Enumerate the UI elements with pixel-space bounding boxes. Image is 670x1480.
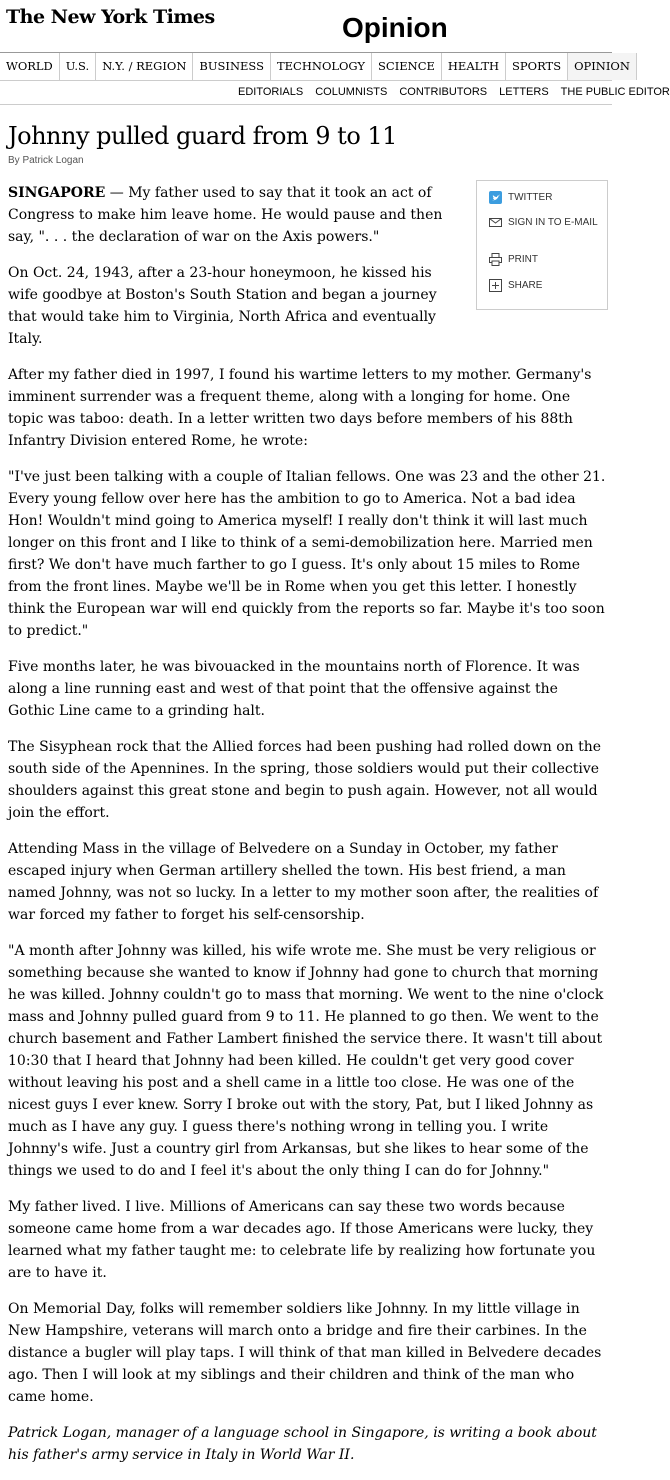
article-byline: By Patrick Logan (8, 155, 84, 166)
nav-tab-opinion[interactable]: OPINION (568, 53, 637, 80)
nyt-logo[interactable]: The New York Times (6, 6, 215, 28)
article-paragraph: On Memorial Day, folks will remember soldiers like Johnny. In my little village in New Hampshire, veterans will march onto a bridge and fire their carbines. In the distance a bugler will play taps. I will think of that man killed in Belvedere decades ago. Then I will look at my siblings and their children and think of the man who came home. (8, 1301, 602, 1405)
email-label: SIGN IN TO E-MAIL (508, 217, 598, 228)
main-nav (0, 52, 630, 81)
article-headline: Johnny pulled guard from 9 to 11 (8, 122, 397, 150)
subnav-editorials[interactable]: EDITORIALS (238, 86, 304, 98)
nav-tab-ny-region[interactable]: N.Y. / REGION (96, 53, 193, 80)
subnav-letters[interactable]: LETTERS (499, 86, 549, 98)
print-label: PRINT (508, 254, 538, 265)
subnav-public-editor[interactable]: THE PUBLIC EDITOR (560, 86, 670, 98)
article-paragraph: "A month after Johnny was killed, his wife wrote me. She must be very religious or something because she wanted to know if Johnny had gone to church that morning he was killed. Johnny couldn't go to mass that morning. We went to the nine o'clock mass and Johnny pulled guard from 9 to 11. He planned to go then. We went to the church basement and Father Lambert finished the service there. It wasn't till about 10:30 that I heard that Johnny had been killed. He couldn't get very good cover without leaving his post and a shell came in a little too close. He was one of the nicest guys I ever knew. Sorry I broke out with the story, Pat, but I liked Johnny as much as I have any guy. I guess there's nothing wrong in telling you. I write Johnny's wife. Just a country girl from Arkansas, but she likes to hear some of the things we used to do and I feel it's about the only thing I can do for Johnny." (8, 943, 604, 1179)
nav-tab-technology[interactable]: TECHNOLOGY (271, 53, 372, 80)
article-body (8, 182, 608, 1480)
nav-tab-science[interactable]: SCIENCE (372, 53, 442, 80)
article-paragraph: The Sisyphean rock that the Allied forces had been pushing had rolled down on the south side of the Apennines. In the spring, those soldiers would put their collective shoulders against this great stone and begin to push again. However, not all would join the effort. (8, 739, 602, 821)
nav-tab-sports[interactable]: SPORTS (506, 53, 568, 80)
nav-tab-business[interactable]: BUSINESS (193, 53, 271, 80)
article-paragraph: Attending Mass in the village of Belvedere on a Sunday in October, my father escaped injury when German artillery shelled the town. His best friend, a man named Johnny, was not so lucky. In a letter to my mother soon after, the realities of war forced my father to forget his self-censorship. (8, 841, 599, 923)
article-paragraph: On Oct. 24, 1943, after a 23-hour honeymoon, he kissed his wife goodbye at Boston's South Station and began a journey that would take him to Virginia, North Africa and eventually Italy. (8, 265, 437, 347)
article-paragraph: "I've just been talking with a couple of Italian fellows. One was 23 and the other 21. Every young fellow over here has the ambition to go to America. Not a bad idea Hon! Wouldn't mind going to America myself! I really don't think it will last much longer on this front and I like to think of a semi-demobilization here. Married men first? We don't have much farther to go I guess. It's only about 15 miles to Rome from the front lines. Maybe we'll be in Rome when you get this letter. I honestly think the European war will end quickly from the reports so far. Maybe it's too soon to predict." (8, 469, 606, 639)
nav-tab-us[interactable]: U.S. (60, 53, 96, 80)
article-dateline: SINGAPORE (8, 185, 106, 201)
article-paragraph: Five months later, he was bivouacked in the mountains north of Florence. It was along a line running east and west of that point that the offensive against the Gothic Line came to a grinding halt. (8, 659, 580, 719)
twitter-label: TWITTER (508, 192, 553, 203)
masthead (0, 0, 612, 48)
article-paragraph: My father lived. I live. Millions of Americans can say these two words because someone came home from a war decades ago. If those Americans were lucky, they learned what my father taught me: to celebrate life by realizing how fortunate you are to have it. (8, 1199, 596, 1281)
article-paragraph: After my father died in 1997, I found his wartime letters to my mother. Germany's imminent surrender was a frequent theme, along with a longing for home. One topic was taboo: death. In a letter written two days before members of his 88th Infantry Division entered Rome, he wrote: (8, 367, 592, 449)
subnav-columnists[interactable]: COLUMNISTS (315, 86, 388, 98)
share-label: SHARE (508, 280, 543, 291)
nav-tab-world[interactable]: WORLD (0, 53, 60, 80)
article-paragraph: SINGAPORE — My father used to say that it took an act of Congress to make him leave home. He would pause and then say, ". . . the declaration of war on the Axis powers." (8, 185, 443, 245)
subnav-contributors[interactable]: CONTRIBUTORS (399, 86, 488, 98)
section-title: Opinion (342, 12, 448, 43)
nav-tab-health[interactable]: HEALTH (442, 53, 506, 80)
author-bio: Patrick Logan, manager of a language school in Singapore, is writing a book about his father's army service in Italy in World War II. (8, 1425, 597, 1463)
sub-nav (0, 82, 670, 105)
